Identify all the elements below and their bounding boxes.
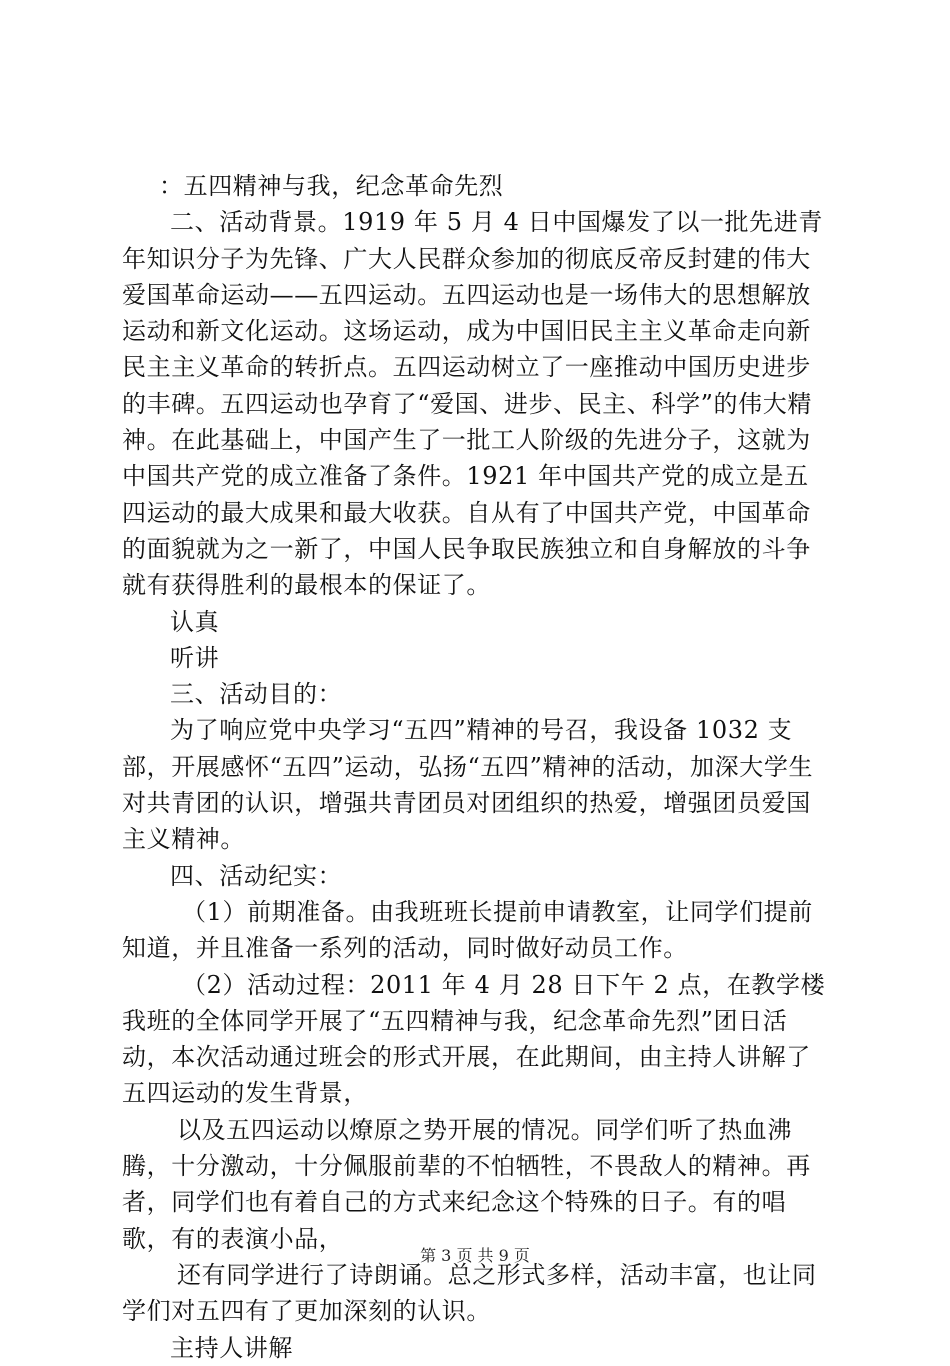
paragraph-background: 二、活动背景。1919 年 5 月 4 日中国爆发了以一批先进青年知识分子为先锋、广大人民群众参加的彻底反帝反封建的伟大爱国革命运动——五四运动。五四运动也是一场伟大的思想解放运动和新文化运动。这场运动，成为中国旧民主主义革命走向新民主主义革命的转折点。五四运动树立了一座推动中国历史进步的丰碑。五四运动也孕育了“爱国、进步、民主、科学”的伟大精神。在此基础上，中国产生了一批工人阶级的先进分子，这就为中国共产党的成立准备了条件。1921 年中国共产党的成立是五四运动的最大成果和最大收获。自从有了中国共产党，中国革命的面貌就为之一新了，中国人民争取民族独立和自身解放的斗争就有获得胜利的最根本的保证了。: [122, 208, 823, 600]
section-heading: 四、活动纪实：: [170, 861, 343, 890]
paragraph-preparation: （1）前期准备。由我班班长提前申请教室，让同学们提前知道，并且准备一系列的活动，同时做好动员工作。: [122, 897, 813, 963]
section-heading: 三、活动目的：: [170, 680, 343, 709]
caption-line: 认真: [170, 607, 220, 636]
caption-line: 听讲: [170, 643, 220, 672]
paragraph-process: （2）活动过程：2011 年 4 月 28 日下午 2 点，在教学楼我班的全体同学开展了“五四精神与我，纪念革命先烈”团日活动，本次活动通过班会的形式开展，在此期间，由主持人讲解了五四运动的发生背景，: [122, 970, 826, 1108]
paragraph-continuation: 以及五四运动以燎原之势开展的情况。同学们听了热血沸腾，十分激动，十分佩服前辈的不怕牺牲，不畏敌人的精神。再者，同学们也有着自己的方式来纪念这个特殊的日子。有的唱歌，有的表演小品，: [122, 1115, 811, 1253]
title-line: ：五四精神与我，纪念革命先烈: [159, 172, 504, 200]
paragraph-continuation: 还有同学进行了诗朗诵。总之形式多样，活动丰富，也让同学们对五四有了更加深刻的认识。: [122, 1260, 817, 1326]
page-number-footer: 第 3 页 共 9 页: [420, 1246, 530, 1265]
document-body: [122, 168, 832, 1366]
paragraph-purpose: 为了响应党中央学习“五四”精神的号召，我设备 1032 支部，开展感怀“五四”运动，弘扬“五四”精神的活动，加深大学生对共青团的认识，增强共青团员对团组织的热爱，增强团员爱国主义精神。: [122, 716, 814, 854]
caption-line: 主持人讲解: [170, 1333, 293, 1362]
